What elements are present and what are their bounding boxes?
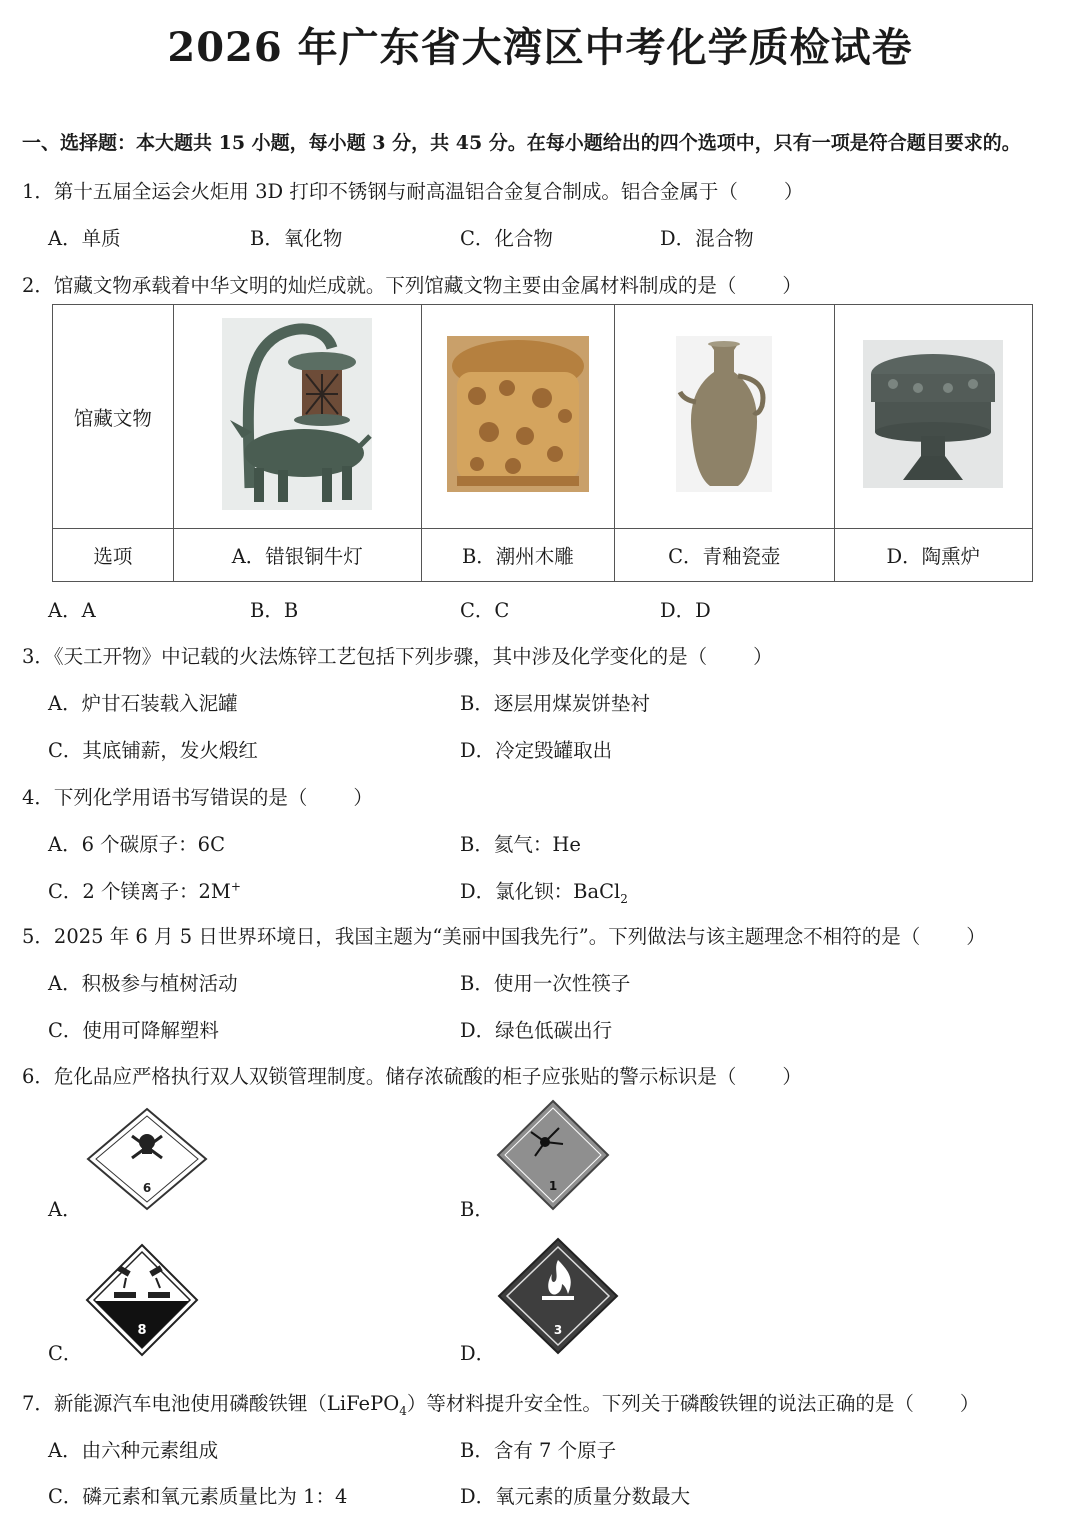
question-stem: 7．新能源汽车电池使用磷酸铁锂（LiFePO (22, 1392, 400, 1415)
question-stem: 3．《天工开物》中记载的火法炼锌工艺包括下列步骤，其中涉及化学变化的是（ (22, 645, 708, 668)
question-stem: 5．2025 年 6 月 5 日世界环境日，我国主题为“美丽中国我先行”。下列做法与该主题理念不相符的是（ (22, 925, 921, 948)
relics-table (52, 304, 1033, 582)
option-d[interactable]: D．氧元素的质量分数最大 (460, 1485, 691, 1508)
option-a[interactable]: A．由六种元素组成 (48, 1439, 219, 1462)
option-c[interactable]: C．使用可降解塑料 (48, 1019, 219, 1042)
question-5: 5．2025 年 6 月 5 日世界环境日，我国主题为“美丽中国我先行”。下列做法与该主题理念不相符的是（ ） (22, 925, 986, 948)
wood-carving-image (447, 336, 589, 492)
option-b[interactable]: B．使用一次性筷子 (460, 972, 631, 995)
relic-label-a: A．错银铜牛灯 (173, 529, 421, 582)
relic-image-ox-lamp (173, 305, 421, 529)
question-stem: 6．危化品应严格执行双人双锁管理制度。储存浓硫酸的柜子应张贴的警示标识是（ (22, 1065, 737, 1088)
question-stem: 4．下列化学用语书写错误的是（ (22, 786, 308, 809)
option-a[interactable]: A．炉甘石装载入泥罐 (48, 692, 238, 715)
option-c[interactable]: C．磷元素和氧元素质量比为 1：4 (48, 1485, 348, 1508)
option-d[interactable]: D．冷定毁罐取出 (460, 739, 613, 762)
option-c[interactable]: C．化合物 (460, 227, 553, 250)
question-4: 4．下列化学用语书写错误的是（ ） (22, 786, 373, 809)
relic-image-celadon-pot (615, 305, 835, 529)
relic-image-pottery-censer (834, 305, 1032, 529)
option-d[interactable]: D．氯化钡：BaCl$_2$ (460, 880, 628, 906)
question-stem: 2．馆藏文物承载着中华文明的灿烂成就。下列馆藏文物主要由金属材料制成的是（ (22, 274, 737, 297)
option-b[interactable]: B． (460, 1198, 494, 1221)
relic-label-b: B．潮州木雕 (421, 529, 614, 582)
celadon-pot-image (676, 336, 772, 492)
option-a[interactable]: A．A (48, 599, 96, 622)
corrosive-sign-icon[interactable] (84, 1242, 200, 1358)
sign-number: 1 (548, 1179, 558, 1193)
section-heading: 一、选择题：本大题共 15 小题，每小题 3 分，共 45 分。在每小题给出的四个选项中，只有一项是符合题目要求的。 (22, 132, 1021, 154)
option-c[interactable]: C．其底铺薪，发火煅红 (48, 739, 258, 762)
question-1: 1．第十五届全运会火炬用 3D 打印不锈钢与耐高温铝合金复合制成。铝合金属于（ ） (22, 180, 804, 203)
question-2: 2．馆藏文物承载着中华文明的灿烂成就。下列馆藏文物主要由金属材料制成的是（ ） (22, 274, 802, 297)
question-7: 7．新能源汽车电池使用磷酸铁锂（LiFePO$_4$）等材料提升安全性。下列关于磷酸铁锂的说法正确的是（ ） (22, 1392, 980, 1418)
option-b[interactable]: B．氧化物 (250, 227, 343, 250)
option-d[interactable]: D．绿色低碳出行 (460, 1019, 613, 1042)
option-d[interactable]: D．D (660, 599, 711, 622)
sign-number: 3 (553, 1323, 563, 1337)
option-a[interactable]: A． (48, 1198, 82, 1221)
toxic-sign-icon[interactable] (84, 1106, 210, 1212)
sign-number: 8 (137, 1323, 147, 1338)
explosive-sign-icon[interactable] (495, 1098, 611, 1212)
question-3: 3．《天工开物》中记载的火法炼锌工艺包括下列步骤，其中涉及化学变化的是（ ） (22, 645, 773, 668)
flammable-sign-icon[interactable] (496, 1236, 620, 1356)
option-c[interactable]: C．2 个镁离子：2M+ (48, 879, 241, 903)
relic-label-d: D．陶熏炉 (834, 529, 1032, 582)
option-b[interactable]: B．含有 7 个原子 (460, 1439, 617, 1462)
option-a[interactable]: A．单质 (48, 227, 121, 250)
sign-number: 6 (142, 1181, 152, 1195)
option-c[interactable]: C． (48, 1342, 83, 1365)
row-header-option: 选项 (53, 529, 174, 582)
question-stem: 1．第十五届全运会火炬用 3D 打印不锈钢与耐高温铝合金复合制成。铝合金属于（ (22, 180, 738, 203)
question-6: 6．危化品应严格执行双人双锁管理制度。储存浓硫酸的柜子应张贴的警示标识是（ ） (22, 1065, 802, 1088)
option-a[interactable]: A．积极参与植树活动 (48, 972, 238, 995)
option-b[interactable]: B．逐层用煤炭饼垫衬 (460, 692, 650, 715)
option-d[interactable]: D．混合物 (660, 227, 754, 250)
pottery-censer-image (863, 340, 1003, 488)
option-d[interactable]: D． (460, 1342, 496, 1365)
option-b[interactable]: B．B (250, 599, 299, 622)
relic-image-wood-carving (421, 305, 614, 529)
ox-lamp-image (222, 318, 372, 510)
option-b[interactable]: B．氦气：He (460, 833, 581, 856)
relic-label-c: C．青釉瓷壶 (615, 529, 835, 582)
option-a[interactable]: A．6 个碳原子：6C (48, 833, 226, 856)
option-c[interactable]: C．C (460, 599, 510, 622)
row-header-relics: 馆藏文物 (53, 305, 174, 529)
exam-title: 2026 年广东省大湾区中考化学质检试卷 (167, 24, 913, 71)
